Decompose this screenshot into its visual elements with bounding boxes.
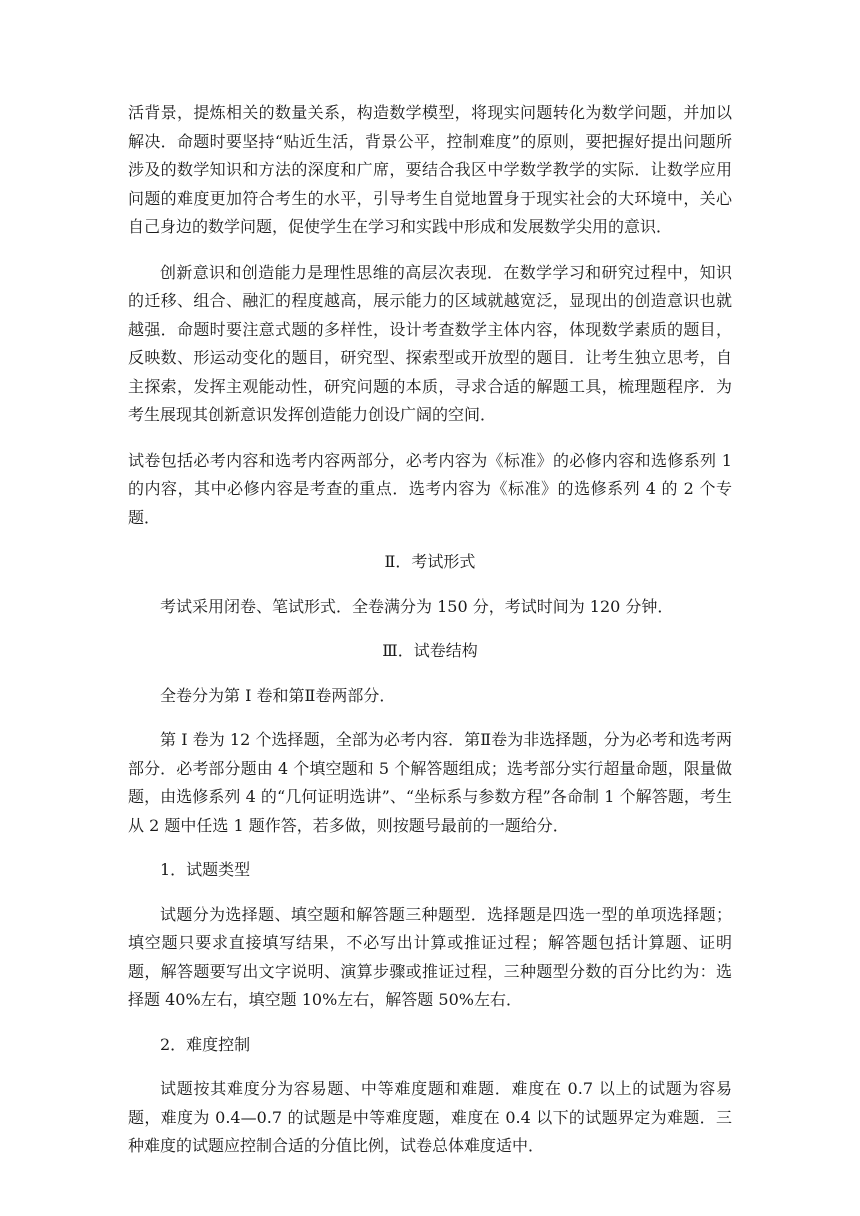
- item-title-difficulty-control: 2．难度控制: [160, 1034, 251, 1054]
- paragraph-paper-parts: 全卷分为第 I 卷和第Ⅱ卷两部分．: [160, 685, 396, 705]
- paragraph-innovation-awareness: 创新意识和创造能力是理性思维的高层次表现．在数学学习和研究过程中，知识的迁移、组合、融汇的程度越高，展示能力的区域就越宽泛，显现出的创造意识也就越强．命题时要注意式题的多样性，设计考查数学主体内容，体现数学素质的题目，反映数、形运动变化的题目，研究型、探索型或开放型的题目．让考生独立思考，自主探索，发挥主观能动性，研究问题的本质，寻求合适的解题工具，梳理题程序．为考生展现其创新意识发挥创造能力创设广阔的空间．: [128, 262, 732, 424]
- paragraph-exam-content: 试卷包括必考内容和选考内容两部分，必考内容为《标准》的必修内容和选修系列 1 的内容，其中必修内容是考查的重点．选考内容为《标准》的选修系列 4 的 2 个专题．: [128, 450, 732, 527]
- heading-paper-structure: Ⅲ．试卷结构: [382, 641, 478, 660]
- paragraph-application-awareness: 活背景，提炼相关的数量关系，构造数学模型，将现实问题转化为数学问题，并加以解决．命题时要坚持“贴近生活，背景公平，控制难度”的原则，要把握好提出问题所涉及的数学知识和方法的深度和广席，要结合我区中学数学教学的实际．让数学应用问题的难度更加符合考生的水平，引导考生自觉地置身于现实社会的大环境中，关心自己身边的数学问题，促使学生在学习和实践中形成和发展数学尖用的意识．: [128, 103, 732, 236]
- paragraph-paper-composition: 第 I 卷为 12 个选择题，全部为必考内容．第Ⅱ卷为非选择题，分为必考和选考两部分．必考部分题由 4 个填空题和 5 个解答题组成；选考部分实行超量命题，限量做题，由选修系列 4 的“几何证明选讲”、“坐标系与参数方程”各命制 1 个解答题，考生从 2 题中任选 1 题作答，若多做，则按题号最前的一题给分．: [128, 730, 732, 835]
- item-title-question-types: 1．试题类型: [160, 860, 251, 879]
- paragraph-difficulty-control: 试题按其难度分为容易题、中等难度题和难题．难度在 0.7 以上的试题为容易题，难度为 0.4—0.7 的试题是中等难度题，难度在 0.4 以下的试题界定为难题．三种难度的试题应控制合适的分值比例，试卷总体难度适中．: [128, 1079, 732, 1155]
- paragraph-exam-format: 考试采用闭卷、笔试形式．全卷满分为 150 分，考试时间为 120 分钟．: [160, 596, 674, 616]
- paragraph-question-types: 试题分为选择题、填空题和解答题三种题型．选择题是四选一型的单项选择题；填空题只要求直接填写结果，不必写出计算或推证过程；解答题包括计算题、证明题，解答题要写出文字说明、演算步骤或推证过程，三种题型分数的百分比约为：选择题 40%左右，填空题 10%左右，解答题 50%左右．: [128, 904, 732, 1009]
- heading-exam-format: Ⅱ．考试形式: [384, 552, 476, 571]
